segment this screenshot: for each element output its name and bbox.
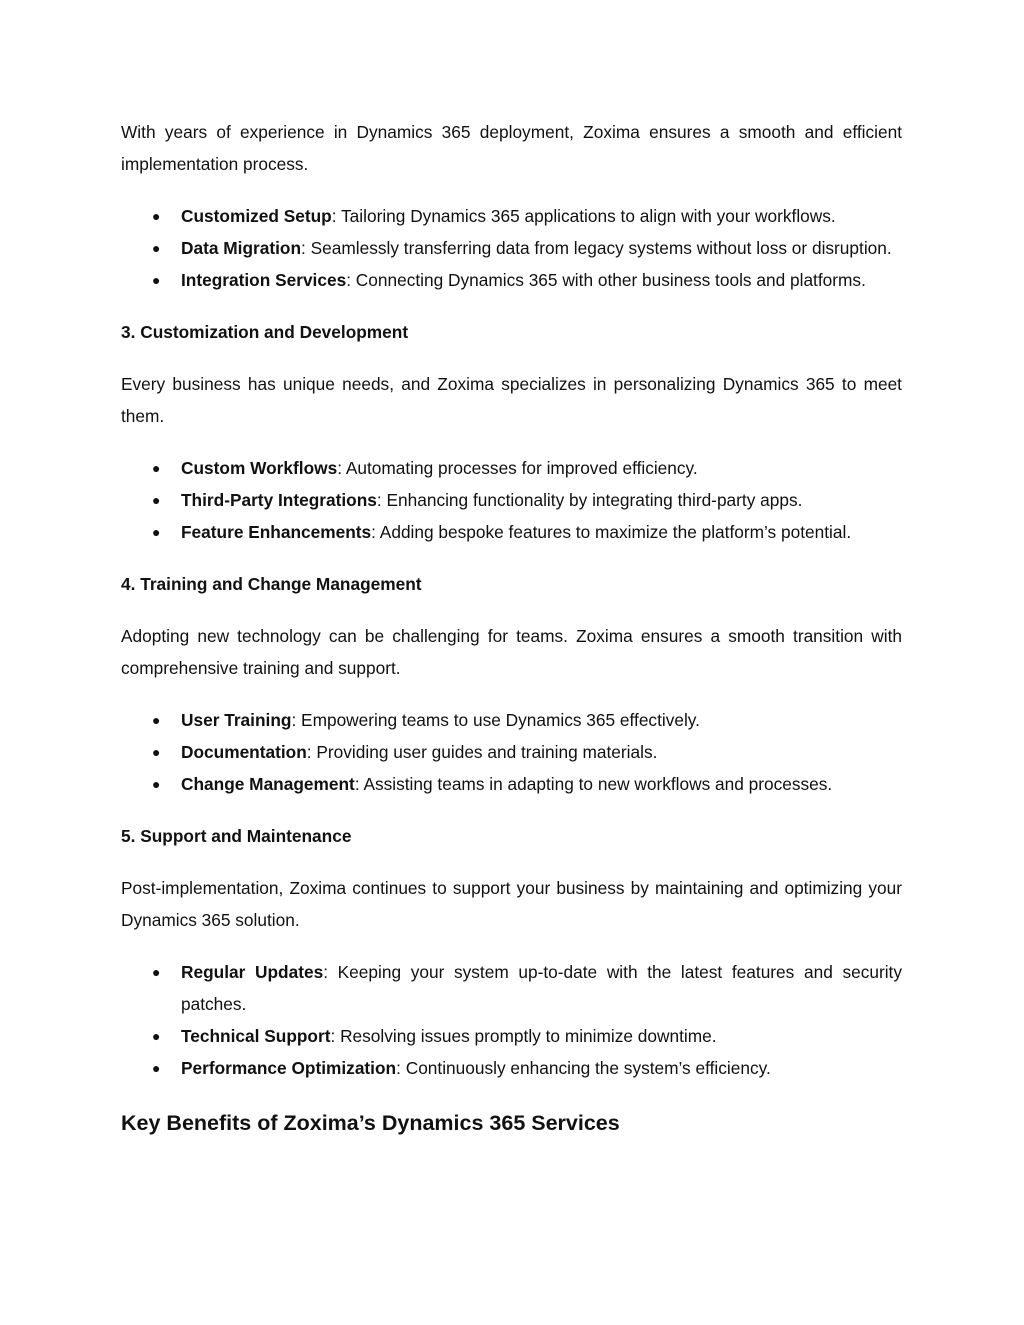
bullet-icon: ● xyxy=(152,1028,161,1044)
bullet-icon: ● xyxy=(152,208,161,224)
item-text: : Empowering teams to use Dynamics 365 effectively. xyxy=(291,710,700,730)
list-item xyxy=(121,768,902,800)
section-paragraph-customization: Every business has unique needs, and Zoxima specializes in personalizing Dynamics 365 to meet them. xyxy=(121,374,902,426)
training-list xyxy=(121,704,902,800)
bullet-icon: ● xyxy=(152,1060,161,1076)
item-term: Data Migration xyxy=(181,238,302,258)
item-term: Custom Workflows xyxy=(181,458,338,478)
section-paragraph-support: Post-implementation, Zoxima continues to support your business by maintaining and optimizing your Dynamics 365 solution. xyxy=(121,878,902,930)
item-text: : Assisting teams in adapting to new workflows and processes. xyxy=(354,774,833,794)
bullet-icon: ● xyxy=(152,524,161,540)
bullet-icon: ● xyxy=(152,776,161,792)
list-item xyxy=(121,516,902,548)
item-term: Feature Enhancements xyxy=(181,522,372,542)
item-text: : Connecting Dynamics 365 with other business tools and platforms. xyxy=(346,270,866,290)
section-paragraph-training: Adopting new technology can be challenging for teams. Zoxima ensures a smooth transition with comprehensive training and support. xyxy=(121,626,902,678)
item-text: : Providing user guides and training materials. xyxy=(306,742,658,762)
intro-paragraph: With years of experience in Dynamics 365 deployment, Zoxima ensures a smooth and efficient implementation process. xyxy=(121,122,902,174)
key-benefits-heading: Key Benefits of Zoxima’s Dynamics 365 Services xyxy=(121,1111,620,1135)
bullet-icon: ● xyxy=(152,460,161,476)
section-heading-customization: 3. Customization and Development xyxy=(121,322,409,342)
item-text: : Continuously enhancing the system’s efficiency. xyxy=(396,1058,771,1078)
item-text: : Seamlessly transferring data from legacy systems without loss or disruption. xyxy=(301,238,892,258)
intro-list xyxy=(121,200,902,296)
bullet-icon: ● xyxy=(152,272,161,288)
bullet-icon: ● xyxy=(152,964,161,980)
item-term: Technical Support xyxy=(181,1026,331,1046)
item-text: : Adding bespoke features to maximize the platform’s potential. xyxy=(371,522,852,542)
list-item xyxy=(121,264,902,296)
list-item xyxy=(121,704,902,736)
item-term: Change Management xyxy=(181,774,355,794)
item-term: User Training xyxy=(181,710,292,730)
item-term: Performance Optimization xyxy=(181,1058,397,1078)
bullet-icon: ● xyxy=(152,492,161,508)
list-item xyxy=(121,956,902,1020)
list-item xyxy=(121,1020,902,1052)
item-term: Customized Setup xyxy=(181,206,332,226)
list-item xyxy=(121,484,902,516)
item-text: : Automating processes for improved efficiency. xyxy=(337,458,698,478)
item-text: : Enhancing functionality by integrating third-party apps. xyxy=(376,490,803,510)
support-list xyxy=(121,956,902,1084)
list-item xyxy=(121,232,902,264)
list-item xyxy=(121,736,902,768)
list-item xyxy=(121,1052,902,1084)
list-item xyxy=(121,200,902,232)
list-item xyxy=(121,452,902,484)
section-heading-training: 4. Training and Change Management xyxy=(121,574,422,594)
bullet-icon: ● xyxy=(152,712,161,728)
section-heading-support: 5. Support and Maintenance xyxy=(121,826,352,846)
item-text: : Tailoring Dynamics 365 applications to align with your workflows. xyxy=(331,206,836,226)
bullet-icon: ● xyxy=(152,240,161,256)
bullet-icon: ● xyxy=(152,744,161,760)
item-term: Documentation xyxy=(181,742,307,762)
item-term: Integration Services xyxy=(181,270,347,290)
item-term: Regular Updates xyxy=(181,962,324,982)
item-text: : Keeping your system up-to-date with the latest features and security patches. xyxy=(181,962,903,1014)
customization-list xyxy=(121,452,902,548)
document-page xyxy=(121,116,902,1140)
item-term: Third-Party Integrations xyxy=(181,490,377,510)
item-text: : Resolving issues promptly to minimize downtime. xyxy=(330,1026,717,1046)
